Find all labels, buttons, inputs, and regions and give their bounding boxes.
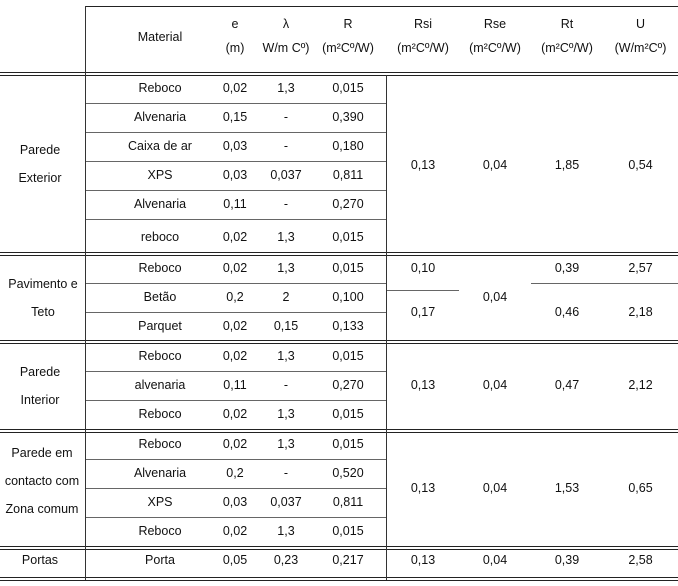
row-r: 0,015 bbox=[332, 524, 364, 538]
header-material: Material bbox=[137, 30, 183, 44]
row-r: 0,811 bbox=[332, 495, 364, 509]
row-lambda: 1,3 bbox=[277, 230, 295, 244]
row-rule bbox=[86, 400, 386, 401]
header-u: U bbox=[635, 17, 646, 31]
row-r: 0,100 bbox=[332, 290, 364, 304]
row-r: 0,015 bbox=[332, 437, 364, 451]
group-rsi: 0,13 bbox=[410, 481, 436, 495]
row-material: Reboco bbox=[138, 437, 182, 451]
group-separator bbox=[0, 72, 678, 76]
row-rule bbox=[86, 103, 386, 104]
row-lambda: 0,23 bbox=[273, 553, 299, 567]
row-r: 0,133 bbox=[332, 319, 364, 333]
row-e: 0,15 bbox=[222, 110, 248, 124]
row-lambda: 0,037 bbox=[270, 495, 302, 509]
row-rule bbox=[86, 459, 386, 460]
header-lambda-unit: W/m Cº) bbox=[262, 41, 310, 55]
group-rse: 0,04 bbox=[482, 378, 508, 392]
row-rule bbox=[86, 371, 386, 372]
row-material: Reboco bbox=[138, 407, 182, 421]
group-rsi: 0,10 bbox=[410, 261, 436, 275]
row-e: 0,02 bbox=[222, 81, 248, 95]
group-rse: 0,04 bbox=[482, 553, 508, 567]
row-e: 0,02 bbox=[222, 407, 248, 421]
column-rule bbox=[386, 75, 387, 580]
group-name: Parede Interior bbox=[19, 365, 61, 407]
row-material: Caixa de ar bbox=[128, 139, 192, 153]
row-material: reboco bbox=[140, 230, 180, 244]
row-rule bbox=[86, 161, 386, 162]
group-u: 0,54 bbox=[628, 158, 653, 172]
row-r: 0,180 bbox=[332, 139, 364, 153]
group-u: 2,12 bbox=[628, 378, 653, 392]
row-material: Betão bbox=[143, 290, 177, 304]
row-r: 0,015 bbox=[332, 230, 364, 244]
row-e: 0,02 bbox=[222, 524, 248, 538]
group-rt: 1,53 bbox=[554, 481, 580, 495]
row-e: 0,02 bbox=[222, 319, 248, 333]
row-material: Alvenaria bbox=[133, 110, 187, 124]
row-r: 0,270 bbox=[332, 197, 364, 211]
header-rse-unit: (m²Cº/W) bbox=[469, 41, 521, 55]
row-lambda: - bbox=[283, 139, 289, 153]
row-r: 0,811 bbox=[332, 168, 364, 182]
row-material: XPS bbox=[147, 495, 173, 509]
row-rule bbox=[386, 290, 459, 291]
row-e: 0,02 bbox=[222, 230, 248, 244]
row-rule bbox=[86, 488, 386, 489]
row-e: 0,03 bbox=[222, 168, 248, 182]
row-e: 0,11 bbox=[223, 378, 247, 392]
row-rule bbox=[86, 312, 386, 313]
header-rsi-unit: (m²Cº/W) bbox=[397, 41, 449, 55]
row-lambda: - bbox=[283, 110, 289, 124]
group-separator bbox=[0, 546, 678, 550]
row-r: 0,217 bbox=[332, 553, 364, 567]
row-material: XPS bbox=[147, 168, 173, 182]
group-name: Pavimento e Teto bbox=[8, 277, 78, 319]
row-material: Reboco bbox=[138, 524, 182, 538]
row-lambda: 1,3 bbox=[277, 349, 295, 363]
row-rule bbox=[86, 219, 386, 220]
row-r: 0,270 bbox=[332, 378, 364, 392]
row-material: Alvenaria bbox=[133, 197, 187, 211]
row-r: 0,390 bbox=[332, 110, 364, 124]
table-top-rule bbox=[86, 6, 678, 7]
group-rt: 1,85 bbox=[554, 158, 580, 172]
group-u: 2,57 bbox=[628, 261, 653, 275]
group-name: Portas bbox=[21, 553, 59, 567]
group-rsi: 0,17 bbox=[410, 305, 436, 319]
row-e: 0,03 bbox=[222, 495, 248, 509]
row-r: 0,015 bbox=[332, 407, 364, 421]
row-lambda: 0,15 bbox=[273, 319, 299, 333]
header-u-unit: (W/m²Cº) bbox=[614, 41, 667, 55]
row-e: 0,2 bbox=[226, 466, 244, 480]
row-e: 0,05 bbox=[222, 553, 248, 567]
header-rt: Rt bbox=[560, 17, 574, 31]
row-lambda: 1,3 bbox=[277, 81, 295, 95]
group-name: Parede Exterior bbox=[18, 143, 62, 185]
table-bottom-rule bbox=[0, 577, 678, 581]
row-lambda: 1,3 bbox=[277, 407, 295, 421]
row-r: 0,015 bbox=[332, 349, 364, 363]
group-rsi: 0,13 bbox=[410, 378, 436, 392]
row-rule bbox=[86, 132, 386, 133]
row-rule bbox=[86, 283, 386, 284]
row-material: Alvenaria bbox=[133, 466, 187, 480]
group-u: 2,58 bbox=[628, 553, 653, 567]
group-rt: 0,39 bbox=[554, 261, 580, 275]
header-r-unit: (m²Cº/W) bbox=[322, 41, 374, 55]
group-rse: 0,04 bbox=[482, 158, 508, 172]
group-rsi: 0,13 bbox=[410, 158, 436, 172]
header-e: e bbox=[231, 17, 239, 31]
row-e: 0,02 bbox=[222, 261, 248, 275]
header-lambda: λ bbox=[282, 17, 290, 31]
row-e: 0,02 bbox=[222, 349, 248, 363]
row-rule bbox=[86, 517, 386, 518]
group-separator bbox=[0, 340, 678, 344]
header-e-unit: (m) bbox=[225, 41, 245, 55]
header-rsi: Rsi bbox=[413, 17, 433, 31]
group-rse: 0,04 bbox=[482, 481, 508, 495]
row-lambda: - bbox=[283, 197, 289, 211]
row-lambda: 0,037 bbox=[270, 168, 302, 182]
row-material: Reboco bbox=[138, 261, 182, 275]
row-r: 0,520 bbox=[332, 466, 364, 480]
row-material: Parquet bbox=[138, 319, 182, 333]
row-e: 0,11 bbox=[223, 197, 247, 211]
row-r: 0,015 bbox=[332, 261, 364, 275]
group-u: 0,65 bbox=[628, 481, 653, 495]
column-rule bbox=[85, 6, 86, 580]
row-rule bbox=[531, 283, 678, 284]
row-rule bbox=[86, 190, 386, 191]
row-material: Reboco bbox=[138, 81, 182, 95]
group-rt: 0,47 bbox=[554, 378, 580, 392]
header-rt-unit: (m²Cº/W) bbox=[541, 41, 593, 55]
row-lambda: - bbox=[283, 378, 289, 392]
group-separator bbox=[0, 429, 678, 433]
group-u: 2,18 bbox=[628, 305, 653, 319]
row-lambda: - bbox=[283, 466, 289, 480]
group-name: Parede em contacto com Zona comum bbox=[4, 446, 80, 516]
group-separator bbox=[0, 252, 678, 256]
header-rse: Rse bbox=[483, 17, 507, 31]
row-lambda: 2 bbox=[282, 290, 290, 304]
row-e: 0,2 bbox=[226, 290, 244, 304]
group-rse: 0,04 bbox=[482, 290, 508, 304]
group-rsi: 0,13 bbox=[410, 553, 436, 567]
row-material: Porta bbox=[145, 553, 175, 567]
row-material: alvenaria bbox=[134, 378, 186, 392]
row-e: 0,02 bbox=[222, 437, 248, 451]
row-r: 0,015 bbox=[332, 81, 364, 95]
row-e: 0,03 bbox=[222, 139, 248, 153]
header-r: R bbox=[343, 17, 353, 31]
group-rt: 0,39 bbox=[554, 553, 580, 567]
row-lambda: 1,3 bbox=[277, 437, 295, 451]
row-lambda: 1,3 bbox=[277, 524, 295, 538]
row-material: Reboco bbox=[138, 349, 182, 363]
row-lambda: 1,3 bbox=[277, 261, 295, 275]
group-rt: 0,46 bbox=[554, 305, 580, 319]
